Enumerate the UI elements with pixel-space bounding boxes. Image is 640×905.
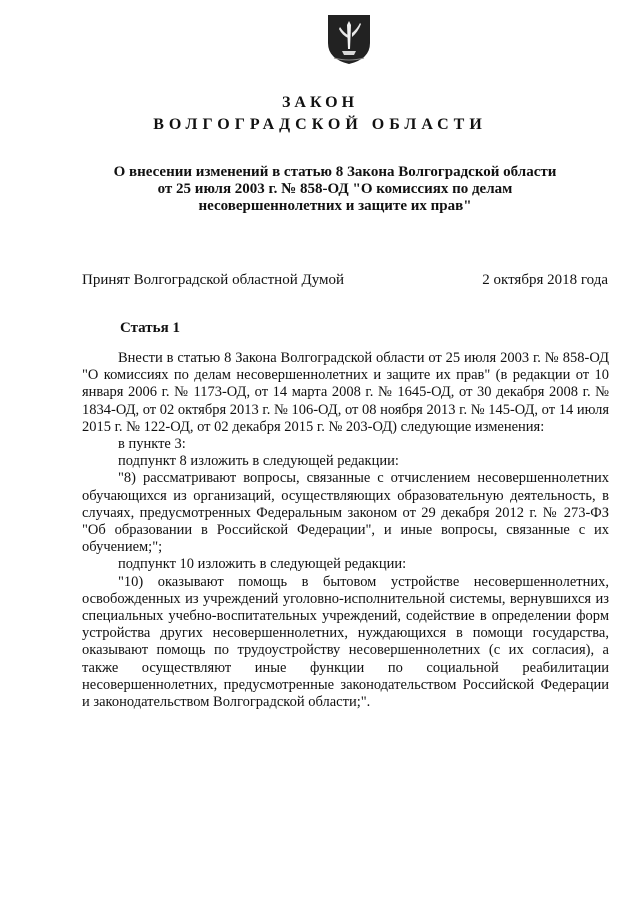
document-title-region: ВОЛГОГРАДСКОЙ ОБЛАСТИ — [153, 116, 487, 133]
adoption-line — [82, 272, 608, 289]
subtitle-line: несовершеннолетних и защите их прав" — [198, 198, 472, 214]
subtitle-line: от 25 июля 2003 г. № 858-ОД "О комиссиях по делам — [157, 181, 513, 197]
article-paragraph: "8) рассматривают вопросы, связанные с отчислением несовершеннолетних обучающихся из организаций, осуществляющих образовательную деятельность, в случаях, предусмотренных Федеральным законом от 29 декабря 2012 г. № 273-ФЗ "Об образовании в Российской Федерации", и иные вопросы, связанные с их обучением;"; — [82, 470, 609, 556]
article-paragraph: Внести в статью 8 Закона Волгоградской области от 25 июля 2003 г. № 858-ОД "О комиссиях по делам несовершеннолетних и защите их прав" (в редакции от 10 января 2006 г. № 1173-ОД, от 14 марта 2008 г. № 1645-ОД, от 30 декабря 2008 г. № 1834-ОД, от 02 октября 2013 г. № 106-ОД, от 08 ноября 2013 г. № 145-ОД, от 14 июля 2015 г. № 122-ОД, от 02 декабря 2015 г. № 203-ОД) следующие изменения: — [82, 350, 609, 435]
article-paragraph: подпункт 10 изложить в следующей редакции: — [118, 556, 407, 573]
article-paragraph: подпункт 8 изложить в следующей редакции: — [118, 453, 399, 470]
coat-of-arms-emblem — [326, 13, 372, 65]
adoption-date: 2 октября 2018 года — [482, 272, 608, 288]
document-title: ЗАКОН — [281, 94, 359, 111]
article-paragraph: "10) оказывают помощь в бытовом устройстве несовершеннолетних, освобожденных из учреждений уголовно-исполнительной системы, вернувшихся из специальных учебно-воспитательных учреждений, содействие в определении форм устройства других несовершеннолетних, нуждающихся в помощи государства, оказывают помощь по трудоустройству несовершеннолетних (с их согласия), а также осуществляют иные функции по социальной реабилитации несовершеннолетних, предусмотренные законодательством Российской Федерации и законодательством Волгоградской области;". — [82, 573, 609, 711]
adopted-by: Принят Волгоградской областной Думой — [82, 272, 345, 288]
article-paragraph: в пункте 3: — [118, 436, 186, 453]
subtitle-line: О внесении изменений в статью 8 Закона Волгоградской области — [113, 164, 557, 180]
article-body — [82, 350, 609, 711]
article-heading: Статья 1 — [120, 320, 180, 336]
law-subtitle — [80, 164, 590, 215]
